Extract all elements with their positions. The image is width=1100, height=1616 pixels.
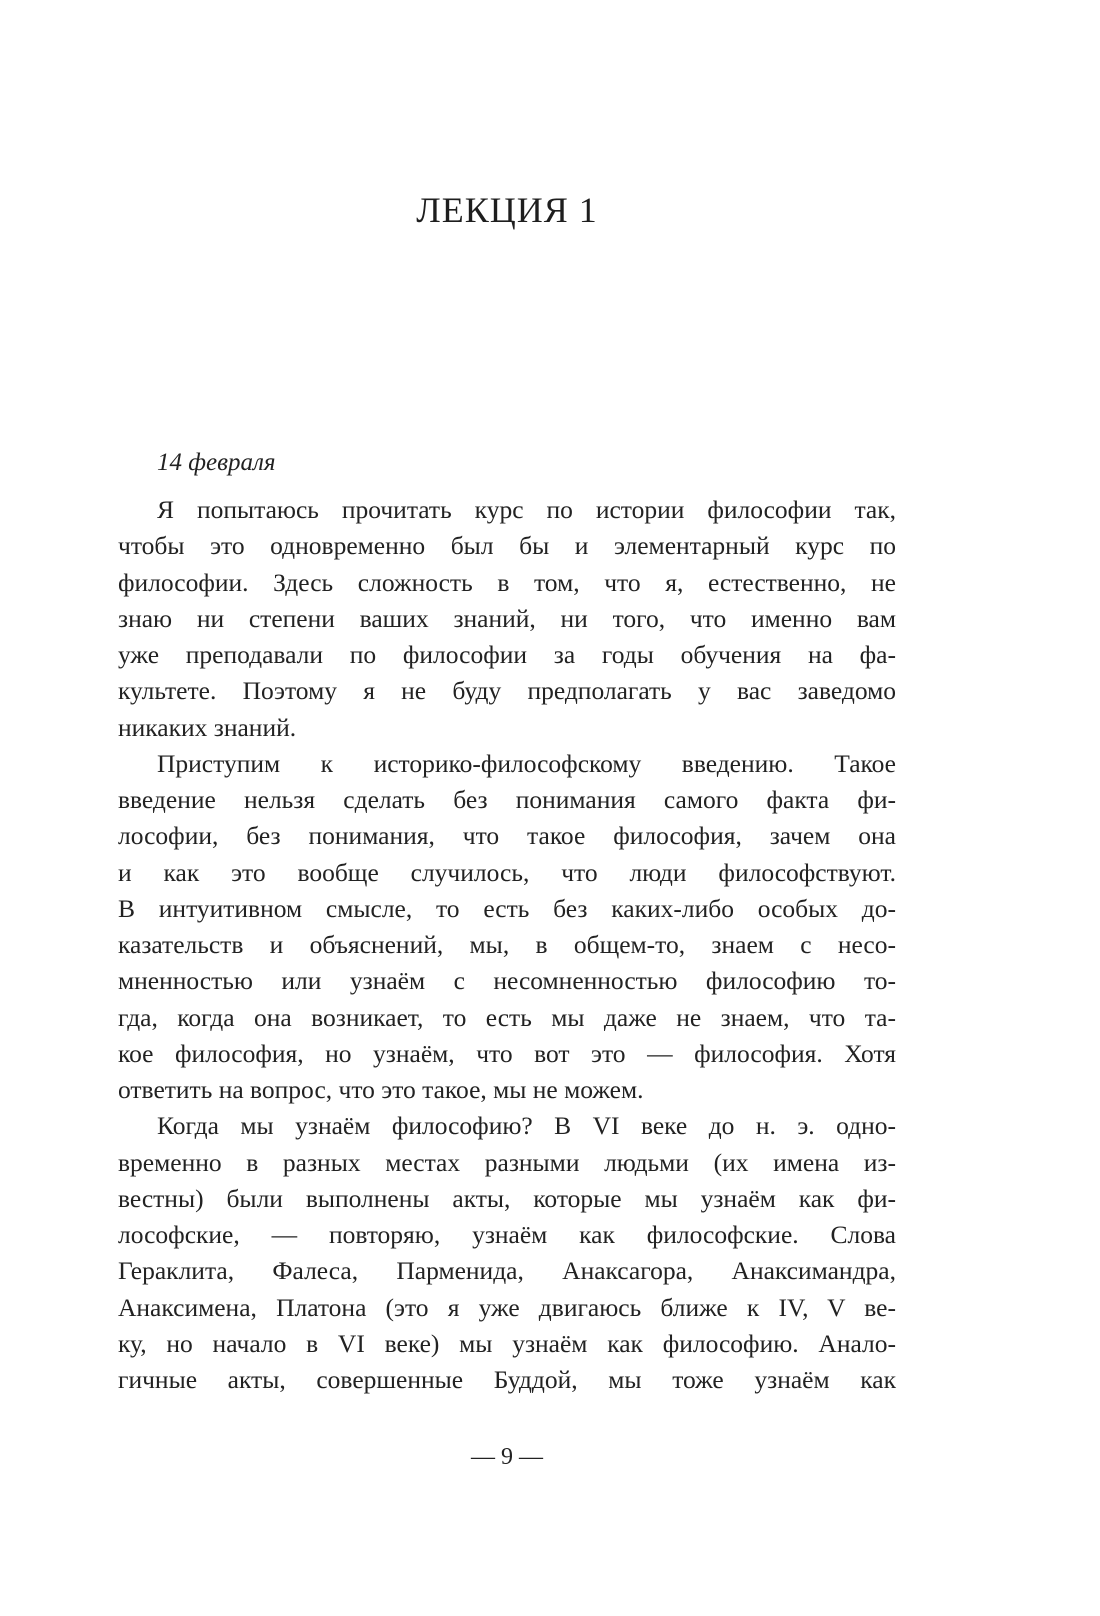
- page-number: — 9 —: [471, 1444, 543, 1470]
- text-line: кое философия, но узнаём, что вот это — философия. Хотя: [118, 1038, 896, 1068]
- text-line: знаю ни степени ваших знаний, ни того, что именно вам: [118, 603, 896, 633]
- text-line: культете. Поэтому я не буду предполагать у вас заведомо: [118, 676, 896, 706]
- paragraph: [118, 492, 896, 746]
- text-line: гда, когда она возникает, то есть мы даже не знаем, что та-: [118, 1002, 896, 1032]
- lecture-date: 14 февраля: [157, 449, 276, 476]
- text-line: лософские, — повторяю, узнаём как философские. Слова: [118, 1220, 896, 1249]
- text-line: Когда мы узнаём философию? В VI веке до н. э. одно-: [157, 1111, 896, 1141]
- text-line: лософии, без понимания, что такое философия, зачем она: [118, 821, 896, 851]
- text-line: никаких знаний.: [118, 712, 297, 742]
- text-line: Гераклита, Фалеса, Парменида, Анаксагора, Анаксимандра,: [118, 1256, 896, 1286]
- text-line: В интуитивном смысле, то есть без каких-либо особых до-: [118, 893, 896, 923]
- text-line: чтобы это одновременно был бы и элементарный курс по: [118, 531, 896, 561]
- text-line: ку, но начало в VI веке) мы узнаём как философию. Анало-: [118, 1328, 896, 1358]
- text-line: вестны) были выполнены акты, которые мы узнаём как фи-: [118, 1183, 896, 1213]
- text-line: казательств и объяснений, мы, в общем-то, знаем с несо-: [118, 930, 896, 959]
- text-line: Анаксимена, Платона (это я уже двигаюсь ближе к IV, V ве-: [118, 1292, 896, 1322]
- text-line: и как это вообще случилось, что люди философствуют.: [118, 857, 896, 887]
- text-line: уже преподавали по философии за годы обучения на фа-: [118, 640, 896, 669]
- lecture-heading: ЛЕКЦИЯ 1: [416, 190, 598, 230]
- text-line: Приступим к историко-философскому введению. Такое: [157, 748, 896, 778]
- text-line: Я попытаюсь прочитать курс по истории философии так,: [157, 495, 896, 524]
- text-line: гичные акты, совершенные Буддой, мы тоже узнаём как: [118, 1365, 896, 1394]
- text-line: ответить на вопрос, что это такое, мы не можем.: [118, 1075, 644, 1104]
- text-line: временно в разных местах разными людьми (их имена из-: [118, 1147, 896, 1177]
- text-line: философии. Здесь сложность в том, что я, естественно, не: [118, 567, 896, 597]
- text-line: мненностью или узнаём с несомненностью философию то-: [118, 966, 896, 996]
- paragraph: [118, 746, 896, 1109]
- text-line: введение нельзя сделать без понимания самого факта фи-: [118, 785, 896, 814]
- paragraph: [118, 1108, 896, 1398]
- body-text: [118, 492, 896, 1398]
